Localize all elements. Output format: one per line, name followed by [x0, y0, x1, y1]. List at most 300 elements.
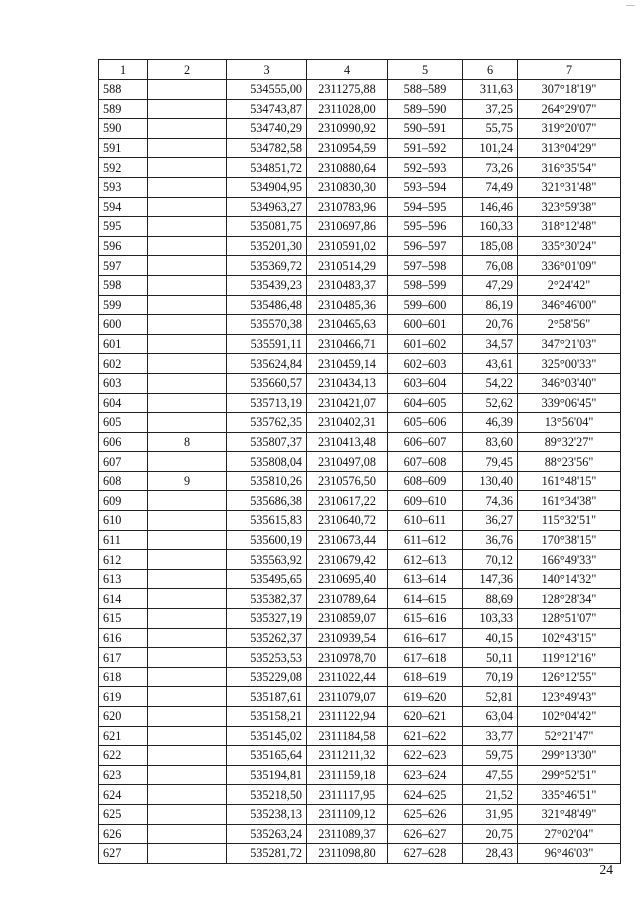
bearing-cell: 88°23'56"	[518, 452, 621, 472]
point-number-cell: 597	[99, 256, 148, 276]
distance-cell: 54,22	[463, 373, 518, 393]
distance-cell: 86,19	[463, 295, 518, 315]
x-coordinate-cell: 535238,13	[227, 804, 307, 824]
marker-cell	[148, 667, 227, 687]
bearing-cell: 264°29'07"	[518, 99, 621, 119]
y-coordinate-cell: 2310697,86	[307, 217, 388, 237]
column-header: 5	[388, 60, 463, 80]
x-coordinate-cell: 535194,81	[227, 765, 307, 785]
x-coordinate-cell: 534740,29	[227, 119, 307, 139]
segment-cell: 589–590	[388, 99, 463, 119]
distance-cell: 74,49	[463, 177, 518, 197]
table-row	[99, 452, 621, 472]
table-row	[99, 373, 621, 393]
x-coordinate-cell: 535808,04	[227, 452, 307, 472]
distance-cell: 70,19	[463, 667, 518, 687]
x-coordinate-cell: 535439,23	[227, 275, 307, 295]
x-coordinate-cell: 535253,53	[227, 648, 307, 668]
table-body	[99, 60, 621, 864]
table-row	[99, 511, 621, 531]
bearing-cell: 115°32'51"	[518, 511, 621, 531]
x-coordinate-cell: 535145,02	[227, 726, 307, 746]
point-number-cell: 626	[99, 824, 148, 844]
segment-cell: 604–605	[388, 393, 463, 413]
segment-cell: 593–594	[388, 177, 463, 197]
segment-cell: 594–595	[388, 197, 463, 217]
y-coordinate-cell: 2310679,42	[307, 550, 388, 570]
y-coordinate-cell: 2310695,40	[307, 569, 388, 589]
point-number-cell: 601	[99, 334, 148, 354]
x-coordinate-cell: 535158,21	[227, 707, 307, 727]
segment-cell: 599–600	[388, 295, 463, 315]
x-coordinate-cell: 535807,37	[227, 432, 307, 452]
y-coordinate-cell: 2311079,07	[307, 687, 388, 707]
distance-cell: 147,36	[463, 569, 518, 589]
marker-cell	[148, 824, 227, 844]
bearing-cell: 128°51'07"	[518, 609, 621, 629]
point-number-cell: 596	[99, 236, 148, 256]
marker-cell	[148, 413, 227, 433]
marker-cell	[148, 80, 227, 100]
bearing-cell: 13°56'04"	[518, 413, 621, 433]
bearing-cell: 318°12'48"	[518, 217, 621, 237]
distance-cell: 55,75	[463, 119, 518, 139]
marker-cell	[148, 236, 227, 256]
bearing-cell: 126°12'55"	[518, 667, 621, 687]
distance-cell: 52,62	[463, 393, 518, 413]
y-coordinate-cell: 2310514,29	[307, 256, 388, 276]
marker-cell	[148, 275, 227, 295]
y-coordinate-cell: 2310465,63	[307, 315, 388, 335]
segment-cell: 592–593	[388, 158, 463, 178]
segment-cell: 619–620	[388, 687, 463, 707]
point-number-cell: 624	[99, 785, 148, 805]
marker-cell	[148, 687, 227, 707]
marker-cell	[148, 315, 227, 335]
bearing-cell: 335°30'24"	[518, 236, 621, 256]
point-number-cell: 589	[99, 99, 148, 119]
x-coordinate-cell: 534555,00	[227, 80, 307, 100]
y-coordinate-cell: 2310783,96	[307, 197, 388, 217]
table-row	[99, 119, 621, 139]
segment-cell: 620–621	[388, 707, 463, 727]
marker-cell	[148, 628, 227, 648]
point-number-cell: 599	[99, 295, 148, 315]
x-coordinate-cell: 535615,83	[227, 511, 307, 531]
segment-cell: 626–627	[388, 824, 463, 844]
bearing-cell: 166°49'33"	[518, 550, 621, 570]
y-coordinate-cell: 2310576,50	[307, 471, 388, 491]
table-row	[99, 236, 621, 256]
segment-cell: 603–604	[388, 373, 463, 393]
marker-cell	[148, 511, 227, 531]
table-row	[99, 158, 621, 178]
segment-cell: 591–592	[388, 138, 463, 158]
y-coordinate-cell: 2310978,70	[307, 648, 388, 668]
y-coordinate-cell: 2311028,00	[307, 99, 388, 119]
marker-cell	[148, 844, 227, 864]
x-coordinate-cell: 535810,26	[227, 471, 307, 491]
bearing-cell: 140°14'32"	[518, 569, 621, 589]
table-row	[99, 648, 621, 668]
point-number-cell: 621	[99, 726, 148, 746]
distance-cell: 88,69	[463, 589, 518, 609]
segment-cell: 602–603	[388, 354, 463, 374]
table-row	[99, 824, 621, 844]
bearing-cell: 299°52'51"	[518, 765, 621, 785]
table-row	[99, 393, 621, 413]
bearing-cell: 102°43'15"	[518, 628, 621, 648]
segment-cell: 607–608	[388, 452, 463, 472]
distance-cell: 74,36	[463, 491, 518, 511]
bearing-cell: 2°24'42"	[518, 275, 621, 295]
column-header: 4	[307, 60, 388, 80]
point-number-cell: 620	[99, 707, 148, 727]
bearing-cell: 128°28'34"	[518, 589, 621, 609]
bearing-cell: 52°21'47"	[518, 726, 621, 746]
point-number-cell: 588	[99, 80, 148, 100]
distance-cell: 34,57	[463, 334, 518, 354]
distance-cell: 40,15	[463, 628, 518, 648]
marker-cell	[148, 609, 227, 629]
distance-cell: 59,75	[463, 746, 518, 766]
segment-cell: 624–625	[388, 785, 463, 805]
distance-cell: 311,63	[463, 80, 518, 100]
table-row	[99, 315, 621, 335]
point-number-cell: 591	[99, 138, 148, 158]
bearing-cell: 321°48'49"	[518, 804, 621, 824]
table-row	[99, 726, 621, 746]
bearing-cell: 119°12'16"	[518, 648, 621, 668]
table-row	[99, 844, 621, 864]
bearing-cell: 299°13'30"	[518, 746, 621, 766]
bearing-cell: 346°46'00"	[518, 295, 621, 315]
distance-cell: 130,40	[463, 471, 518, 491]
segment-cell: 625–626	[388, 804, 463, 824]
y-coordinate-cell: 2311109,12	[307, 804, 388, 824]
point-number-cell: 609	[99, 491, 148, 511]
y-coordinate-cell: 2311022,44	[307, 667, 388, 687]
point-number-cell: 608	[99, 471, 148, 491]
table-row	[99, 256, 621, 276]
bearing-cell: 339°06'45"	[518, 393, 621, 413]
bearing-cell: 336°01'09"	[518, 256, 621, 276]
bearing-cell: 27°02'04"	[518, 824, 621, 844]
table-row	[99, 687, 621, 707]
column-header: 2	[148, 60, 227, 80]
table-row	[99, 334, 621, 354]
marker-cell	[148, 373, 227, 393]
x-coordinate-cell: 535281,72	[227, 844, 307, 864]
point-number-cell: 594	[99, 197, 148, 217]
segment-cell: 608–609	[388, 471, 463, 491]
marker-cell	[148, 746, 227, 766]
y-coordinate-cell: 2311098,80	[307, 844, 388, 864]
segment-cell: 598–599	[388, 275, 463, 295]
y-coordinate-cell: 2311184,58	[307, 726, 388, 746]
table-row	[99, 589, 621, 609]
bearing-cell: 325°00'33"	[518, 354, 621, 374]
x-coordinate-cell: 535327,19	[227, 609, 307, 629]
point-number-cell: 615	[99, 609, 148, 629]
bearing-cell: 307°18'19"	[518, 80, 621, 100]
y-coordinate-cell: 2310617,22	[307, 491, 388, 511]
point-number-cell: 611	[99, 530, 148, 550]
x-coordinate-cell: 535570,38	[227, 315, 307, 335]
point-number-cell: 622	[99, 746, 148, 766]
table-row	[99, 530, 621, 550]
bearing-cell: 2°58'56"	[518, 315, 621, 335]
y-coordinate-cell: 2310483,37	[307, 275, 388, 295]
marker-cell	[148, 354, 227, 374]
point-number-cell: 618	[99, 667, 148, 687]
x-coordinate-cell: 535263,24	[227, 824, 307, 844]
segment-cell: 615–616	[388, 609, 463, 629]
y-coordinate-cell: 2310939,54	[307, 628, 388, 648]
marker-cell	[148, 765, 227, 785]
x-coordinate-cell: 535081,75	[227, 217, 307, 237]
bearing-cell: 170°38'15"	[518, 530, 621, 550]
table-row	[99, 80, 621, 100]
point-number-cell: 595	[99, 217, 148, 237]
distance-cell: 79,45	[463, 452, 518, 472]
y-coordinate-cell: 2311117,95	[307, 785, 388, 805]
x-coordinate-cell: 534782,58	[227, 138, 307, 158]
table-row	[99, 295, 621, 315]
bearing-cell: 323°59'38"	[518, 197, 621, 217]
point-number-cell: 617	[99, 648, 148, 668]
point-number-cell: 612	[99, 550, 148, 570]
marker-cell	[148, 334, 227, 354]
point-number-cell: 600	[99, 315, 148, 335]
y-coordinate-cell: 2310497,08	[307, 452, 388, 472]
y-coordinate-cell: 2310485,36	[307, 295, 388, 315]
marker-cell	[148, 119, 227, 139]
marker-cell	[148, 197, 227, 217]
bearing-cell: 89°32'27"	[518, 432, 621, 452]
x-coordinate-cell: 535660,57	[227, 373, 307, 393]
table-row	[99, 471, 621, 491]
segment-cell: 614–615	[388, 589, 463, 609]
distance-cell: 103,33	[463, 609, 518, 629]
table-row	[99, 491, 621, 511]
segment-cell: 623–624	[388, 765, 463, 785]
scan-mark	[626, 5, 635, 6]
segment-cell: 596–597	[388, 236, 463, 256]
x-coordinate-cell: 534904,95	[227, 177, 307, 197]
marker-cell	[148, 217, 227, 237]
bearing-cell: 102°04'42"	[518, 707, 621, 727]
segment-cell: 609–610	[388, 491, 463, 511]
x-coordinate-cell: 534851,72	[227, 158, 307, 178]
column-header: 3	[227, 60, 307, 80]
x-coordinate-cell: 535486,48	[227, 295, 307, 315]
table-header-row	[99, 60, 621, 80]
segment-cell: 610–611	[388, 511, 463, 531]
table-row	[99, 99, 621, 119]
y-coordinate-cell: 2310859,07	[307, 609, 388, 629]
point-number-cell: 625	[99, 804, 148, 824]
bearing-cell: 96°46'03"	[518, 844, 621, 864]
x-coordinate-cell: 535495,65	[227, 569, 307, 589]
x-coordinate-cell: 535187,61	[227, 687, 307, 707]
marker-cell: 8	[148, 432, 227, 452]
distance-cell: 83,60	[463, 432, 518, 452]
distance-cell: 101,24	[463, 138, 518, 158]
y-coordinate-cell: 2310954,59	[307, 138, 388, 158]
y-coordinate-cell: 2310591,02	[307, 236, 388, 256]
point-number-cell: 610	[99, 511, 148, 531]
point-number-cell: 590	[99, 119, 148, 139]
x-coordinate-cell: 535262,37	[227, 628, 307, 648]
marker-cell	[148, 589, 227, 609]
point-number-cell: 627	[99, 844, 148, 864]
x-coordinate-cell: 534963,27	[227, 197, 307, 217]
distance-cell: 185,08	[463, 236, 518, 256]
x-coordinate-cell: 535591,11	[227, 334, 307, 354]
x-coordinate-cell: 534743,87	[227, 99, 307, 119]
x-coordinate-cell: 535600,19	[227, 530, 307, 550]
x-coordinate-cell: 535382,37	[227, 589, 307, 609]
table-row	[99, 707, 621, 727]
y-coordinate-cell: 2310789,64	[307, 589, 388, 609]
marker-cell	[148, 530, 227, 550]
y-coordinate-cell: 2310413,48	[307, 432, 388, 452]
table-row	[99, 413, 621, 433]
column-header: 6	[463, 60, 518, 80]
point-number-cell: 602	[99, 354, 148, 374]
marker-cell	[148, 804, 227, 824]
segment-cell: 597–598	[388, 256, 463, 276]
distance-cell: 73,26	[463, 158, 518, 178]
marker-cell: 9	[148, 471, 227, 491]
y-coordinate-cell: 2311122,94	[307, 707, 388, 727]
table-row	[99, 275, 621, 295]
marker-cell	[148, 393, 227, 413]
point-number-cell: 606	[99, 432, 148, 452]
marker-cell	[148, 452, 227, 472]
table-row	[99, 197, 621, 217]
bearing-cell: 161°34'38"	[518, 491, 621, 511]
segment-cell: 618–619	[388, 667, 463, 687]
point-number-cell: 604	[99, 393, 148, 413]
distance-cell: 21,52	[463, 785, 518, 805]
point-number-cell: 623	[99, 765, 148, 785]
x-coordinate-cell: 535563,92	[227, 550, 307, 570]
distance-cell: 46,39	[463, 413, 518, 433]
x-coordinate-cell: 535624,84	[227, 354, 307, 374]
point-number-cell: 619	[99, 687, 148, 707]
bearing-cell: 321°31'48"	[518, 177, 621, 197]
table-row	[99, 217, 621, 237]
marker-cell	[148, 99, 227, 119]
y-coordinate-cell: 2310466,71	[307, 334, 388, 354]
y-coordinate-cell: 2310421,07	[307, 393, 388, 413]
table-row	[99, 609, 621, 629]
y-coordinate-cell: 2310459,14	[307, 354, 388, 374]
y-coordinate-cell: 2310990,92	[307, 119, 388, 139]
distance-cell: 76,08	[463, 256, 518, 276]
marker-cell	[148, 491, 227, 511]
point-number-cell: 598	[99, 275, 148, 295]
table-row	[99, 785, 621, 805]
segment-cell: 588–589	[388, 80, 463, 100]
segment-cell: 605–606	[388, 413, 463, 433]
distance-cell: 47,55	[463, 765, 518, 785]
point-number-cell: 603	[99, 373, 148, 393]
distance-cell: 52,81	[463, 687, 518, 707]
segment-cell: 612–613	[388, 550, 463, 570]
y-coordinate-cell: 2310402,31	[307, 413, 388, 433]
distance-cell: 31,95	[463, 804, 518, 824]
table-row	[99, 628, 621, 648]
marker-cell	[148, 726, 227, 746]
y-coordinate-cell: 2311159,18	[307, 765, 388, 785]
bearing-cell: 316°35'54"	[518, 158, 621, 178]
point-number-cell: 614	[99, 589, 148, 609]
marker-cell	[148, 569, 227, 589]
column-header: 7	[518, 60, 621, 80]
bearing-cell: 313°04'29"	[518, 138, 621, 158]
point-number-cell: 607	[99, 452, 148, 472]
point-number-cell: 593	[99, 177, 148, 197]
bearing-cell: 346°03'40"	[518, 373, 621, 393]
table-row	[99, 667, 621, 687]
segment-cell: 590–591	[388, 119, 463, 139]
x-coordinate-cell: 535165,64	[227, 746, 307, 766]
segment-cell: 627–628	[388, 844, 463, 864]
point-number-cell: 592	[99, 158, 148, 178]
table-row	[99, 765, 621, 785]
segment-cell: 606–607	[388, 432, 463, 452]
bearing-cell: 319°20'07"	[518, 119, 621, 139]
y-coordinate-cell: 2311089,37	[307, 824, 388, 844]
coordinates-table	[98, 59, 621, 864]
segment-cell: 622–623	[388, 746, 463, 766]
marker-cell	[148, 256, 227, 276]
segment-cell: 613–614	[388, 569, 463, 589]
distance-cell: 28,43	[463, 844, 518, 864]
distance-cell: 20,76	[463, 315, 518, 335]
marker-cell	[148, 138, 227, 158]
column-header: 1	[99, 60, 148, 80]
x-coordinate-cell: 535686,38	[227, 491, 307, 511]
segment-cell: 621–622	[388, 726, 463, 746]
y-coordinate-cell: 2310434,13	[307, 373, 388, 393]
bearing-cell: 347°21'03"	[518, 334, 621, 354]
x-coordinate-cell: 535369,72	[227, 256, 307, 276]
x-coordinate-cell: 535201,30	[227, 236, 307, 256]
table-row	[99, 138, 621, 158]
segment-cell: 616–617	[388, 628, 463, 648]
distance-cell: 63,04	[463, 707, 518, 727]
y-coordinate-cell: 2310640,72	[307, 511, 388, 531]
table-row	[99, 569, 621, 589]
table-row	[99, 550, 621, 570]
segment-cell: 595–596	[388, 217, 463, 237]
distance-cell: 160,33	[463, 217, 518, 237]
x-coordinate-cell: 535713,19	[227, 393, 307, 413]
bearing-cell: 335°46'51"	[518, 785, 621, 805]
bearing-cell: 161°48'15"	[518, 471, 621, 491]
distance-cell: 20,75	[463, 824, 518, 844]
y-coordinate-cell: 2310673,44	[307, 530, 388, 550]
marker-cell	[148, 785, 227, 805]
distance-cell: 36,76	[463, 530, 518, 550]
segment-cell: 601–602	[388, 334, 463, 354]
marker-cell	[148, 648, 227, 668]
point-number-cell: 613	[99, 569, 148, 589]
